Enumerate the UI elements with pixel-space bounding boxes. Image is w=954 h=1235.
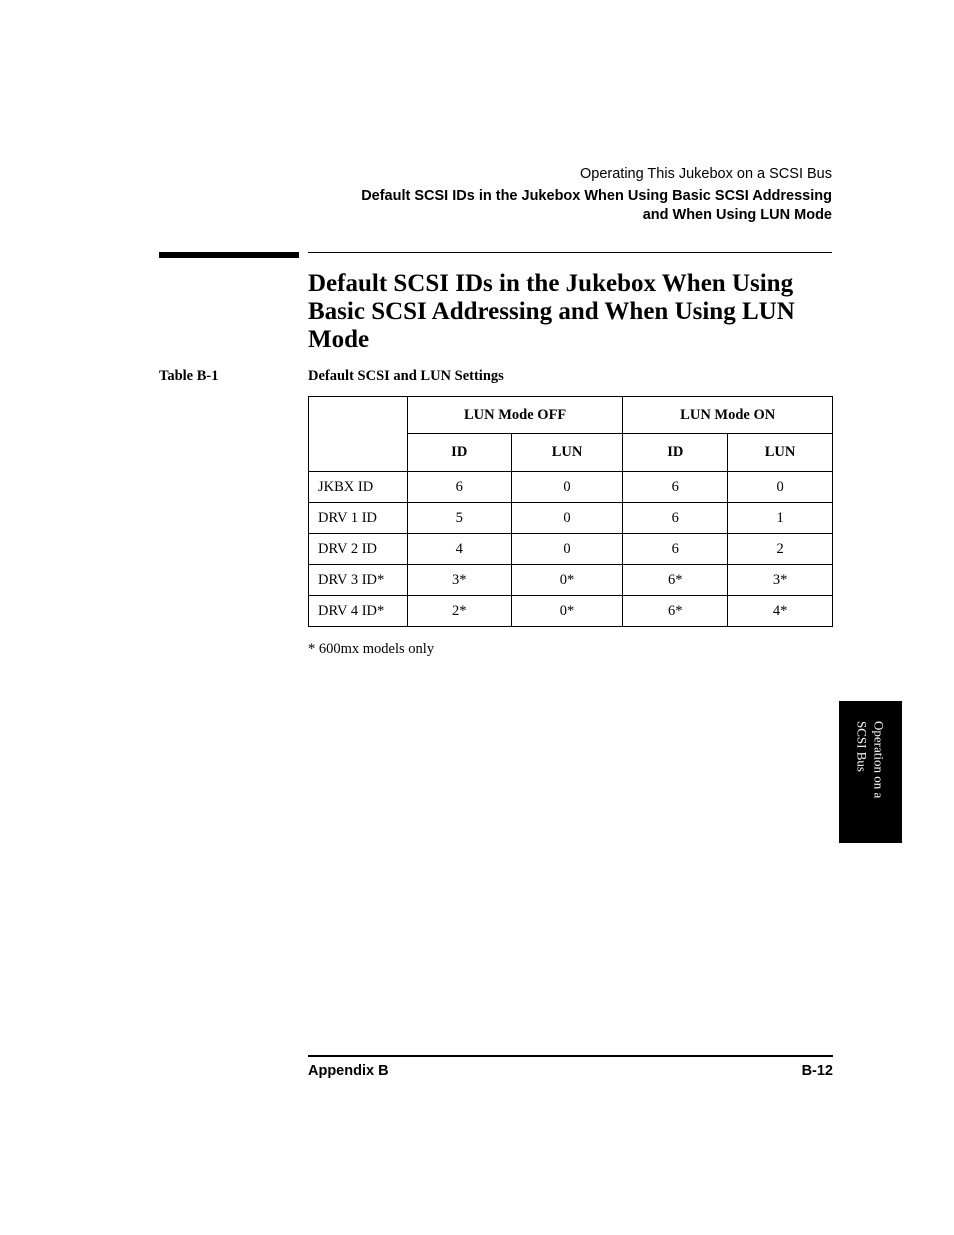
chapter-side-tab [839,701,902,843]
table-footnote: * 600mx models only [308,641,435,657]
table-cell: 5 [407,503,511,534]
subheader-off-id: ID [407,434,511,472]
table-cell: 0 [511,472,623,503]
subheader-on-lun: LUN [728,434,833,472]
table-cell: 6* [623,596,728,627]
footer-page-number: B-12 [801,1063,833,1079]
table-cell: 6 [623,472,728,503]
side-tab-line1: Operation on a [871,721,887,799]
row-label: DRV 3 ID* [309,565,408,596]
footer-appendix: Appendix B [308,1063,389,1079]
table-cell: 4* [728,596,833,627]
table-row [309,472,833,503]
running-header-section-line1: Default SCSI IDs in the Jukebox When Using Basic SCSI Addressing [361,188,832,204]
table-header-row [309,397,833,434]
table-row [309,565,833,596]
settings-table [308,396,833,627]
row-label: DRV 4 ID* [309,596,408,627]
table-cell: 2 [728,534,833,565]
table-row [309,534,833,565]
table-cell: 3* [407,565,511,596]
page-title: Default SCSI IDs in the Jukebox When Using Basic SCSI Addressing and When Using LUN Mode [308,270,795,353]
table-cell: 0* [511,565,623,596]
subheader-off-lun: LUN [511,434,623,472]
table-label: Table B-1 [159,368,219,384]
table-cell: 0 [728,472,833,503]
running-header-section [272,187,832,225]
running-header-section-line2: and When Using LUN Mode [642,207,832,223]
side-tab-label [854,721,888,798]
table-cell: 0* [511,596,623,627]
table-cell: 6 [407,472,511,503]
footer-rule [308,1055,833,1057]
table-row [309,503,833,534]
row-label: JKBX ID [309,472,408,503]
table-cell: 2* [407,596,511,627]
side-tab-line2: SCSI Bus [854,721,870,772]
running-header-chapter: Operating This Jukebox on a SCSI Bus [579,166,832,182]
row-label: DRV 1 ID [309,503,408,534]
table-corner-cell [309,397,408,472]
table-cell: 6* [623,565,728,596]
table-cell: 6 [623,534,728,565]
table-cell: 6 [623,503,728,534]
subheader-on-id: ID [623,434,728,472]
section-rule-thin [308,252,832,253]
group-header-lun-mode-off: LUN Mode OFF [407,397,623,434]
table-cell: 3* [728,565,833,596]
table-row [309,596,833,627]
table-cell: 4 [407,534,511,565]
group-header-lun-mode-on: LUN Mode ON [623,397,833,434]
table-cell: 0 [511,503,623,534]
running-header [272,165,832,225]
row-label: DRV 2 ID [309,534,408,565]
table-cell: 1 [728,503,833,534]
table-caption: Default SCSI and LUN Settings [308,368,504,384]
section-rule-thick [159,252,299,258]
table-cell: 0 [511,534,623,565]
